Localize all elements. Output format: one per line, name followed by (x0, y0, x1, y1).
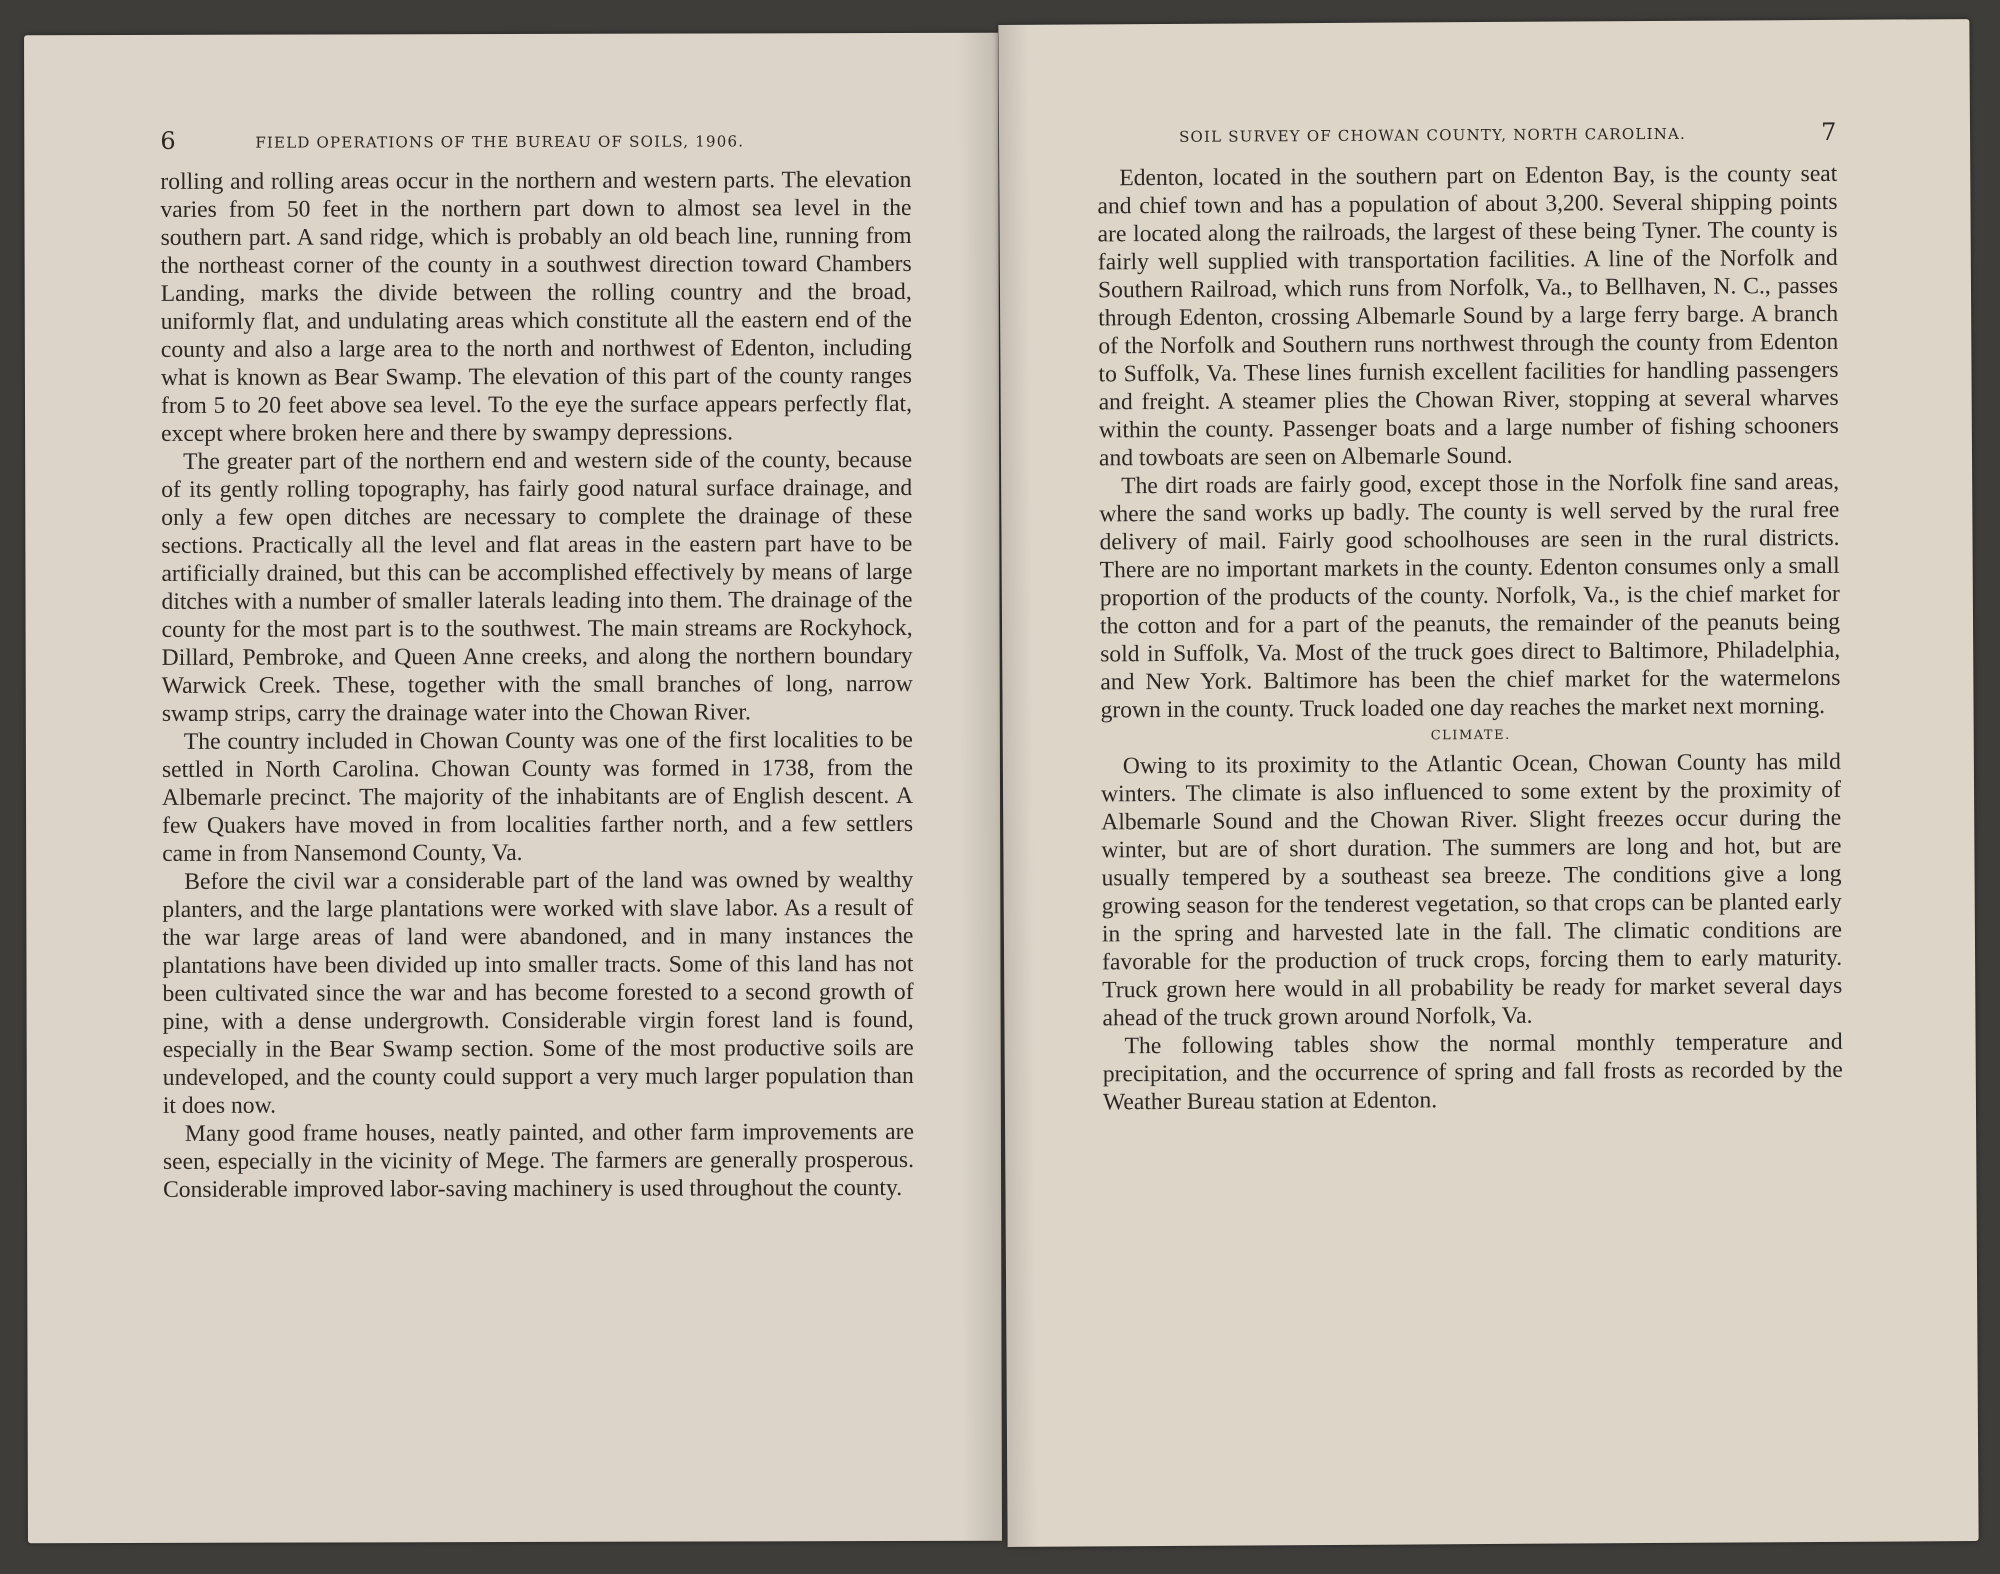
left-paragraph-4: Before the civil war a considerable part of the land was owned by wealthy planters, and the large plantations were worked with slave labor. As a result of the war large areas of land were abandoned, and in many instances the plantations have been divided up into smaller tracts. Some of this land has not been cultivated since the war and has become forested to a second growth of pine, with a dense undergrowth. Considerable virgin forest land is found, especially in the Bear Swamp section. Some of the most productive soils are undeveloped, and the county could support a very much larger population than it does now. (162, 866, 914, 1119)
right-paragraph-3: Owing to its proximity to the Atlantic Ocean, Chowan County has mild winters. The climate is also influenced to some extent by the proximity of Albemarle Sound and the Chowan River. Slight freezes occur during the winter, but are of short duration. The summers are long and hot, but are usually tempered by a southeast sea breeze. The conditions give a long growing season for the tenderest vegetation, so that crops can be planted early in the spring and harvested late in the fall. The climatic conditions are favorable for the production of truck crops, forcing them to early maturity. Truck grown here would in all probability be ready for market several days ahead of the truck grown around Norfolk, Va. (1100, 748, 1843, 1032)
left-paragraph-1: rolling and rolling areas occur in the northern and western parts. The elevation varies from 50 feet in the northern part down to almost sea level in the southern part. A sand ridge, which is probably an old beach line, running from the northeast corner of the county in a southwest direction toward Chambers Landing, marks the divide between the rolling country and the broad, uniformly flat, and undulating areas which constitute all the eastern end of the county and also a large area to the north and northwest of Edenton, including what is known as Bear Swamp. The elevation of this part of the county ranges from 5 to 20 feet above sea level. To the eye the surface appears perfectly flat, except where broken here and there by swampy depressions. (160, 166, 913, 447)
right-page-body (1097, 160, 1843, 1117)
right-paragraph-1: Edenton, located in the southern part on Edenton Bay, is the county seat and chief town and has a population of about 3,200. Several shipping points are located along the railroads, the largest of these being Tyner. The county is fairly well supplied with transportation facilities. A line of the Norfolk and Southern Railroad, which runs from Norfolk, Va., to Bellhaven, N. C., passes through Edenton, crossing Albemarle Sound by a large ferry barge. A branch of the Norfolk and Southern runs northwest through the county from Edenton to Suffolk, Va. These lines furnish excellent facilities for handling passengers and freight. A steamer plies the Chowan River, stopping at several wharves within the county. Passenger boats and a large number of fishing schooners and towboats are seen on Albemarle Sound. (1097, 160, 1839, 472)
right-paragraph-2: The dirt roads are fairly good, except those in the Norfolk fine sand areas, where the sand works up badly. The county is well served by the rural free delivery of mail. Fairly good schoolhouses are seen in the rural districts. There are no important markets in the county. Edenton consumes only a small proportion of the products of the county. Norfolk, Va., is the chief market for the cotton and for a part of the peanuts, the remainder of the peanuts being sold in Suffolk, Va. Most of the truck goes direct to Baltimore, Philadelphia, and New York. Baltimore has been the chief market for the watermelons grown in the county. Truck loaded one day reaches the market next morning. (1099, 468, 1841, 724)
left-paragraph-5: Many good frame houses, neatly painted, and other farm improvements are seen, especially in the vicinity of Mege. The farmers are generally prosperous. Considerable improved labor-saving machinery is used throughout the county. (162, 1118, 915, 1203)
left-page-number: 6 (160, 126, 176, 155)
left-running-head: FIELD OPERATIONS OF THE BUREAU OF SOILS, 1906. (255, 132, 745, 152)
left-page (24, 33, 1002, 1544)
right-page-number: 7 (1820, 117, 1837, 146)
right-gutter-shadow (998, 25, 1037, 1547)
left-page-body (160, 166, 914, 1204)
right-page (998, 19, 1978, 1547)
left-paragraph-3: The country included in Chowan County was one of the first localities to be settled in North Carolina. Chowan County was formed in 1738, from the Albemarle precinct. The majority of the inhabitants are of English descent. A few Quakers have moved in from localities farther north, and a few settlers came in from Nansemond County, Va. (161, 726, 914, 867)
left-paragraph-2: The greater part of the northern end and western side of the county, because of its gently rolling topography, has fairly good natural surface drainage, and only a few open ditches are necessary to complete the drainage of these sections. Practically all the level and flat areas in the eastern part have to be artificially drained, but this can be accomplished effectively by means of large ditches with a number of smaller laterals leading into them. The drainage of the county for the most part is to the southwest. The main streams are Rockyhock, Dillard, Pembroke, and Queen Anne creeks, and along the northern boundary Warwick Creek. These, together with the small branches of long, narrow swamp strips, carry the drainage water into the Chowan River. (161, 446, 913, 727)
climate-heading: CLIMATE. (1430, 727, 1511, 744)
right-paragraph-4: The following tables show the normal monthly temperature and precipitation, and the occurrence of spring and fall frosts as recorded by the Weather Bureau station at Edenton. (1102, 1028, 1843, 1116)
left-gutter-shadow (958, 33, 1002, 1541)
right-running-head: SOIL SURVEY OF CHOWAN COUNTY, NORTH CAROLINA. (1178, 124, 1687, 146)
